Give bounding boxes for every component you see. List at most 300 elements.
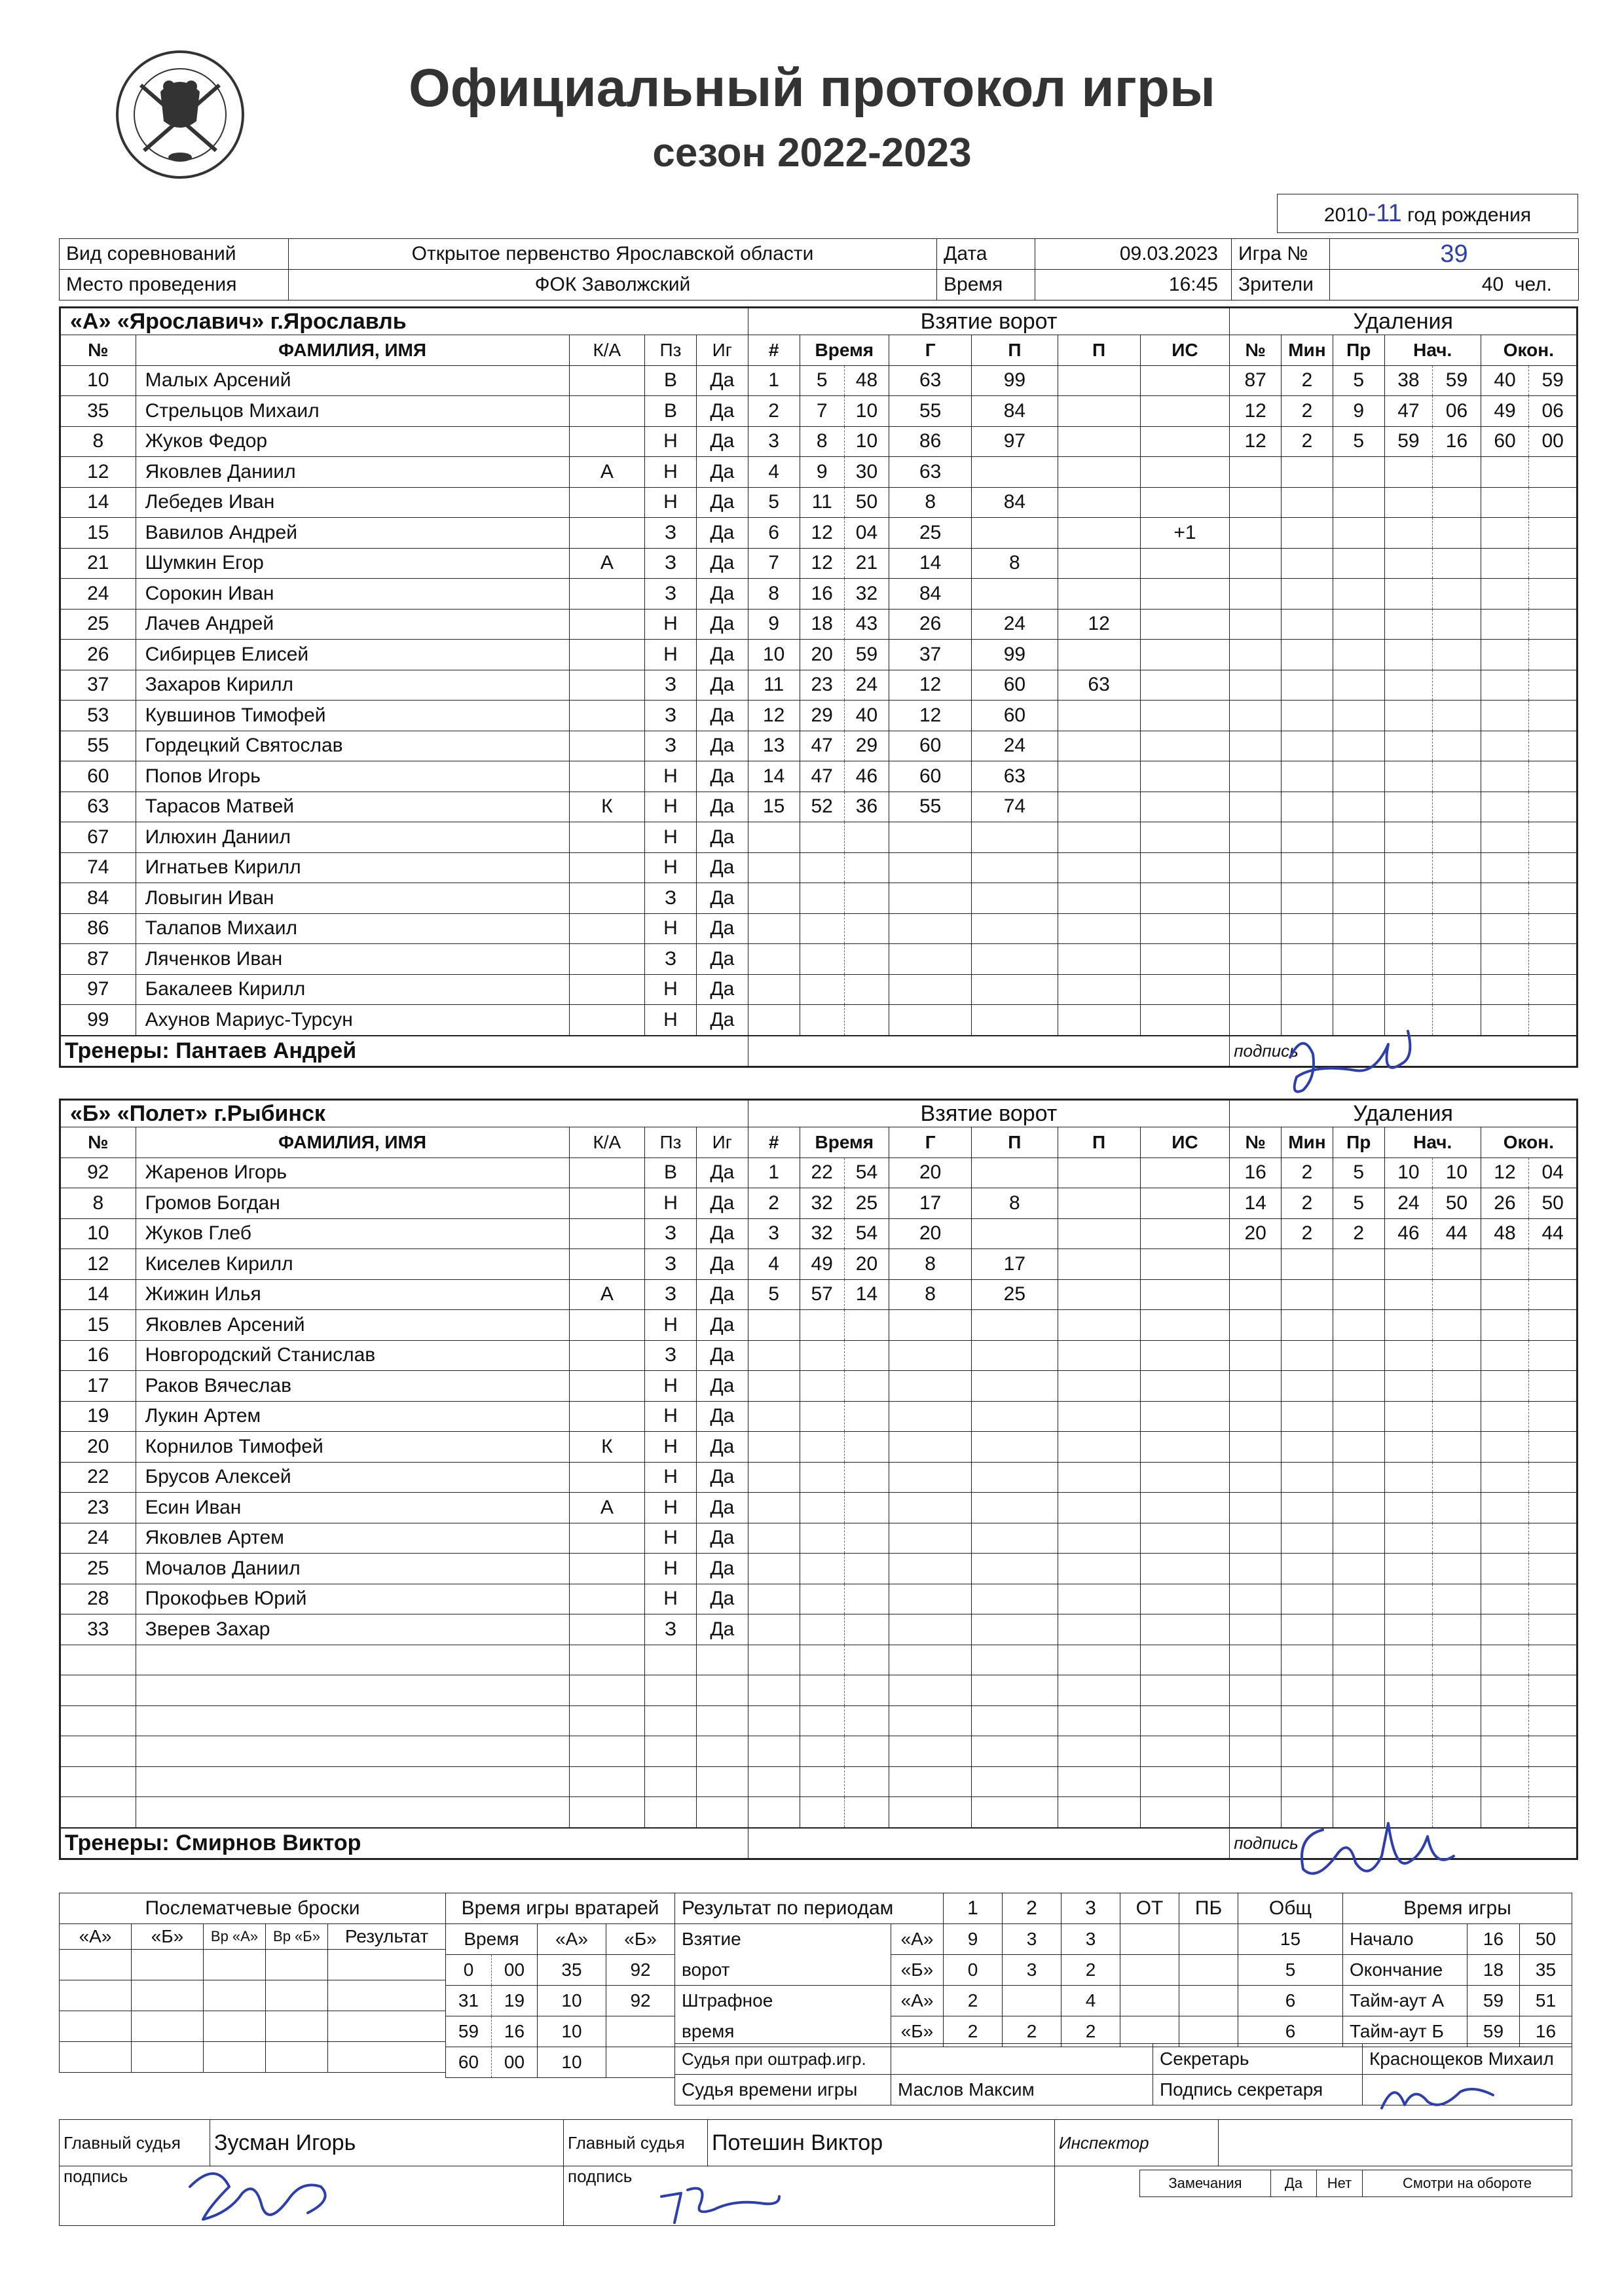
goal-minute: 32 bbox=[800, 1188, 844, 1219]
player-played bbox=[696, 1675, 748, 1706]
shootout-col-a: «А» bbox=[60, 1924, 132, 1950]
table-row bbox=[60, 913, 1578, 944]
penalty-end-minute bbox=[1481, 913, 1529, 944]
remarks-yes: Да bbox=[1271, 2170, 1317, 2197]
player-played: Да bbox=[696, 731, 748, 761]
player-position: Н bbox=[645, 913, 697, 944]
penalty-end-second bbox=[1529, 1493, 1578, 1523]
penalty-player bbox=[1230, 1005, 1282, 1036]
penalty-minutes bbox=[1282, 1645, 1333, 1675]
penalty-minutes bbox=[1282, 852, 1333, 883]
player-name: Жаренов Игорь bbox=[136, 1157, 569, 1188]
goals-a-team: «А» bbox=[891, 1924, 944, 1955]
player-name: Вавилов Андрей bbox=[136, 518, 569, 549]
col-pen-start: Нач. bbox=[1384, 335, 1481, 366]
player-role bbox=[569, 883, 645, 914]
player-name: Прокофьев Юрий bbox=[136, 1584, 569, 1614]
goals-title-b: Взятие ворот bbox=[748, 1100, 1230, 1127]
penalty-minutes bbox=[1282, 1279, 1333, 1310]
player-name: Есин Иван bbox=[136, 1493, 569, 1523]
goal-minute: 12 bbox=[800, 518, 844, 549]
player-name: Ляченков Иван bbox=[136, 944, 569, 975]
period-3-header: 3 bbox=[1061, 1893, 1120, 1924]
penalty-reason bbox=[1333, 640, 1384, 670]
goalie-change-second: 19 bbox=[492, 1986, 538, 2016]
player-role bbox=[569, 1401, 645, 1432]
team-a-label: «А» «Ярославич» г.Ярославль bbox=[60, 308, 748, 335]
goal-index bbox=[748, 944, 800, 975]
penalty-reason bbox=[1333, 1736, 1384, 1767]
penalty-reason bbox=[1333, 487, 1384, 518]
penalty-end-second bbox=[1529, 457, 1578, 488]
player-role bbox=[569, 518, 645, 549]
goal-assist-1 bbox=[972, 852, 1058, 883]
goal-scorer: 84 bbox=[889, 579, 972, 610]
player-position: Н bbox=[645, 1310, 697, 1341]
goal-assist-1 bbox=[972, 1797, 1058, 1828]
penalty-end-second bbox=[1529, 701, 1578, 731]
penalty-player bbox=[1230, 1340, 1282, 1371]
goal-assist-2 bbox=[1058, 731, 1140, 761]
goal-assist-2 bbox=[1058, 457, 1140, 488]
goals-a-p3: 3 bbox=[1061, 1924, 1120, 1955]
player-number: 92 bbox=[60, 1157, 136, 1188]
goal-situation bbox=[1140, 883, 1230, 914]
player-number: 84 bbox=[60, 883, 136, 914]
col-goal-index: # bbox=[748, 1127, 800, 1158]
penalty-end-second: 04 bbox=[1529, 1157, 1578, 1188]
shootout-title: Послематчевые броски bbox=[60, 1893, 446, 1924]
player-name: Малых Арсений bbox=[136, 365, 569, 396]
penalty-start-minute: 59 bbox=[1384, 426, 1433, 457]
goal-minute bbox=[800, 1371, 844, 1402]
pim-a-p3: 4 bbox=[1061, 1986, 1120, 2016]
player-name: Тарасов Матвей bbox=[136, 792, 569, 822]
table-row bbox=[60, 1705, 1578, 1736]
goal-assist-1: 17 bbox=[972, 1249, 1058, 1280]
penalty-player bbox=[1230, 731, 1282, 761]
player-name: Бакалеев Кирилл bbox=[136, 974, 569, 1005]
goal-minute bbox=[800, 822, 844, 853]
goal-assist-2 bbox=[1058, 1432, 1140, 1463]
penalty-end-second bbox=[1529, 548, 1578, 579]
player-role bbox=[569, 974, 645, 1005]
penalty-start-minute bbox=[1384, 670, 1433, 701]
player-name: Ловыгин Иван bbox=[136, 883, 569, 914]
player-role: А bbox=[569, 1279, 645, 1310]
goal-index: 5 bbox=[748, 1279, 800, 1310]
date: 09.03.2023 bbox=[1035, 239, 1232, 270]
goal-minute: 7 bbox=[800, 396, 844, 427]
table-row bbox=[60, 792, 1578, 822]
player-role: А bbox=[569, 1493, 645, 1523]
goal-minute bbox=[800, 1523, 844, 1554]
period-1-header: 1 bbox=[944, 1893, 1003, 1924]
goal-assist-1 bbox=[972, 822, 1058, 853]
player-position: З bbox=[645, 579, 697, 610]
penalty-start-second: 06 bbox=[1433, 396, 1481, 427]
goal-scorer: 55 bbox=[889, 396, 972, 427]
penalty-start-second bbox=[1433, 487, 1481, 518]
penalty-reason: 5 bbox=[1333, 426, 1384, 457]
goal-scorer bbox=[889, 1401, 972, 1432]
goal-assist-2 bbox=[1058, 1401, 1140, 1432]
penalty-start-minute bbox=[1384, 852, 1433, 883]
penalty-start-second bbox=[1433, 1523, 1481, 1554]
penalty-start-minute bbox=[1384, 1523, 1433, 1554]
player-number: 15 bbox=[60, 1310, 136, 1341]
penalty-start-second bbox=[1433, 1554, 1481, 1584]
goal-second bbox=[844, 1310, 889, 1341]
penalty-minutes bbox=[1282, 640, 1333, 670]
player-played: Да bbox=[696, 822, 748, 853]
goal-index: 11 bbox=[748, 670, 800, 701]
goals-a-p1: 9 bbox=[944, 1924, 1003, 1955]
player-name: Захаров Кирилл bbox=[136, 670, 569, 701]
penalties-title-b: Удаления bbox=[1230, 1100, 1578, 1127]
competition-label: Вид соревнований bbox=[60, 239, 289, 270]
table-row bbox=[60, 1218, 1578, 1249]
player-name: Попов Игорь bbox=[136, 761, 569, 792]
penalty-end-second bbox=[1529, 1462, 1578, 1493]
player-role bbox=[569, 1218, 645, 1249]
goal-index bbox=[748, 1401, 800, 1432]
goals-a-pb bbox=[1179, 1924, 1238, 1955]
penalty-minutes bbox=[1282, 913, 1333, 944]
table-row bbox=[60, 518, 1578, 549]
goal-assist-2 bbox=[1058, 1645, 1140, 1675]
penalty-start-minute bbox=[1384, 1584, 1433, 1614]
game-time-row bbox=[1343, 2016, 1572, 2047]
season: сезон 2022-2023 bbox=[652, 130, 972, 175]
goal-situation bbox=[1140, 1523, 1230, 1554]
penalty-end-second bbox=[1529, 883, 1578, 914]
game-time-row bbox=[1343, 1986, 1572, 2016]
col-pen-reason: Пр bbox=[1333, 335, 1384, 366]
player-position: Н bbox=[645, 1584, 697, 1614]
penalty-start-second: 50 bbox=[1433, 1188, 1481, 1219]
player-number: 37 bbox=[60, 670, 136, 701]
player-role bbox=[569, 426, 645, 457]
player-position: В bbox=[645, 365, 697, 396]
player-role bbox=[569, 1371, 645, 1402]
penalty-end-minute bbox=[1481, 609, 1529, 640]
penalty-minutes bbox=[1282, 1432, 1333, 1463]
player-number: 21 bbox=[60, 548, 136, 579]
penalty-reason bbox=[1333, 1462, 1384, 1493]
birth-year: 2010 bbox=[1323, 204, 1368, 226]
goal-minute: 16 bbox=[800, 579, 844, 610]
col-pen-minutes: Мин bbox=[1282, 335, 1333, 366]
goal-scorer: 26 bbox=[889, 609, 972, 640]
penalty-reason bbox=[1333, 792, 1384, 822]
goal-assist-2 bbox=[1058, 426, 1140, 457]
goal-minute bbox=[800, 852, 844, 883]
penalty-reason bbox=[1333, 1584, 1384, 1614]
goalie-change-second: 00 bbox=[492, 2047, 538, 2078]
goal-second bbox=[844, 1005, 889, 1036]
player-role bbox=[569, 1614, 645, 1645]
penalty-end-minute bbox=[1481, 852, 1529, 883]
goals-a-total: 15 bbox=[1238, 1924, 1343, 1955]
goal-assist-1: 74 bbox=[972, 792, 1058, 822]
col-goal: Г bbox=[889, 335, 972, 366]
goal-minute: 18 bbox=[800, 609, 844, 640]
goal-minute bbox=[800, 1401, 844, 1432]
goal-second: 14 bbox=[844, 1279, 889, 1310]
goal-second bbox=[844, 1401, 889, 1432]
player-number: 24 bbox=[60, 579, 136, 610]
player-role: А bbox=[569, 457, 645, 488]
goal-second: 59 bbox=[844, 640, 889, 670]
goal-scorer: 14 bbox=[889, 548, 972, 579]
player-position: З bbox=[645, 1218, 697, 1249]
penalty-start-second bbox=[1433, 883, 1481, 914]
col-played: Иг bbox=[696, 335, 748, 366]
goal-minute bbox=[800, 1675, 844, 1706]
secretary-sign-label: Подпись секретаря bbox=[1153, 2075, 1363, 2105]
player-number: 55 bbox=[60, 731, 136, 761]
penalty-start-second bbox=[1433, 761, 1481, 792]
player-name: Раков Вячеслав bbox=[136, 1371, 569, 1402]
table-row bbox=[60, 761, 1578, 792]
goal-index: 15 bbox=[748, 792, 800, 822]
player-number: 97 bbox=[60, 974, 136, 1005]
table-row bbox=[60, 548, 1578, 579]
player-number bbox=[60, 1675, 136, 1706]
player-position: З bbox=[645, 883, 697, 914]
goal-situation bbox=[1140, 579, 1230, 610]
pim-a-ot bbox=[1120, 1986, 1179, 2016]
penalty-minutes: 2 bbox=[1282, 396, 1333, 427]
goal-scorer bbox=[889, 1523, 972, 1554]
penalty-end-second bbox=[1529, 487, 1578, 518]
col-pen-start: Нач. bbox=[1384, 1127, 1481, 1158]
penalty-start-second bbox=[1433, 1371, 1481, 1402]
document-title: Официальный протокол игры bbox=[408, 58, 1215, 118]
penalty-start-second: 44 bbox=[1433, 1218, 1481, 1249]
goal-scorer: 8 bbox=[889, 487, 972, 518]
goal-assist-1: 24 bbox=[972, 609, 1058, 640]
goal-situation bbox=[1140, 1736, 1230, 1767]
goal-assist-2: 12 bbox=[1058, 609, 1140, 640]
goal-scorer bbox=[889, 883, 972, 914]
penalty-end-minute bbox=[1481, 1005, 1529, 1036]
goal-scorer bbox=[889, 1554, 972, 1584]
player-role bbox=[569, 852, 645, 883]
goal-scorer bbox=[889, 1736, 972, 1767]
table-row bbox=[60, 365, 1578, 396]
penalty-start-minute bbox=[1384, 701, 1433, 731]
penalty-minutes bbox=[1282, 1766, 1333, 1797]
table-row bbox=[60, 457, 1578, 488]
col-goal-index: # bbox=[748, 335, 800, 366]
player-position: З bbox=[645, 518, 697, 549]
goal-assist-1: 63 bbox=[972, 761, 1058, 792]
table-row bbox=[60, 701, 1578, 731]
player-name: Новгородский Станислав bbox=[136, 1340, 569, 1371]
player-position: Н bbox=[645, 1188, 697, 1219]
goal-second: 54 bbox=[844, 1218, 889, 1249]
goals-b-total: 5 bbox=[1238, 1955, 1343, 1986]
penalty-player bbox=[1230, 670, 1282, 701]
penalty-reason bbox=[1333, 1432, 1384, 1463]
penalty-reason bbox=[1333, 701, 1384, 731]
player-position: Н bbox=[645, 1554, 697, 1584]
table-row bbox=[60, 1462, 1578, 1493]
goal-index bbox=[748, 1766, 800, 1797]
goal-minute: 20 bbox=[800, 640, 844, 670]
table-row bbox=[60, 1584, 1578, 1614]
player-position bbox=[645, 1675, 697, 1706]
penalty-player bbox=[1230, 1401, 1282, 1432]
goal-situation bbox=[1140, 974, 1230, 1005]
penalty-end-minute bbox=[1481, 1462, 1529, 1493]
penalty-end-minute bbox=[1481, 1279, 1529, 1310]
team-a-signature-label: подпись bbox=[1230, 1036, 1578, 1067]
player-position: З bbox=[645, 701, 697, 731]
penalty-end-second bbox=[1529, 1005, 1578, 1036]
goal-minute: 47 bbox=[800, 731, 844, 761]
player-name: Зверев Захар bbox=[136, 1614, 569, 1645]
start-time: 16:45 bbox=[1035, 270, 1232, 301]
penalty-end-second bbox=[1529, 731, 1578, 761]
goal-index bbox=[748, 1736, 800, 1767]
pim-b-p2: 2 bbox=[1003, 2016, 1061, 2047]
time-label: Время bbox=[937, 270, 1035, 301]
goal-second bbox=[844, 1584, 889, 1614]
penalty-reason bbox=[1333, 761, 1384, 792]
goal-second: 29 bbox=[844, 731, 889, 761]
penalty-end-minute: 49 bbox=[1481, 396, 1529, 427]
goal-assist-2 bbox=[1058, 1493, 1140, 1523]
goal-minute bbox=[800, 1005, 844, 1036]
goal-assist-1 bbox=[972, 1766, 1058, 1797]
goal-minute bbox=[800, 1614, 844, 1645]
goal-second bbox=[844, 1797, 889, 1828]
player-name: Игнатьев Кирилл bbox=[136, 852, 569, 883]
penalty-reason: 9 bbox=[1333, 396, 1384, 427]
goalie-change-minute: 0 bbox=[446, 1955, 492, 1986]
player-number: 60 bbox=[60, 761, 136, 792]
col-assist-2: П bbox=[1058, 1127, 1140, 1158]
player-role bbox=[569, 731, 645, 761]
goal-scorer bbox=[889, 1675, 972, 1706]
penalty-minutes bbox=[1282, 1462, 1333, 1493]
player-number: 35 bbox=[60, 396, 136, 427]
penalty-reason bbox=[1333, 548, 1384, 579]
player-number: 15 bbox=[60, 518, 136, 549]
table-row bbox=[60, 426, 1578, 457]
penalty-player bbox=[1230, 640, 1282, 670]
penalty-player bbox=[1230, 1554, 1282, 1584]
col-assist-1: П bbox=[972, 1127, 1058, 1158]
game-time-row bbox=[1343, 1924, 1572, 1955]
player-position: Н bbox=[645, 609, 697, 640]
player-position: Н bbox=[645, 1005, 697, 1036]
goal-assist-2 bbox=[1058, 1554, 1140, 1584]
penalty-minutes bbox=[1282, 1340, 1333, 1371]
pim-b-team: «Б» bbox=[891, 2016, 944, 2047]
player-position: Н bbox=[645, 426, 697, 457]
goal-scorer bbox=[889, 1005, 972, 1036]
goal-assist-1 bbox=[972, 1523, 1058, 1554]
goal-index: 9 bbox=[748, 609, 800, 640]
penalty-player: 14 bbox=[1230, 1188, 1282, 1219]
pim-a-p1: 2 bbox=[944, 1986, 1003, 2016]
col-pen-reason: Пр bbox=[1333, 1127, 1384, 1158]
player-role bbox=[569, 761, 645, 792]
table-row bbox=[60, 974, 1578, 1005]
goal-scorer bbox=[889, 1493, 972, 1523]
player-played: Да bbox=[696, 457, 748, 488]
player-number: 16 bbox=[60, 1340, 136, 1371]
goal-index bbox=[748, 913, 800, 944]
player-number bbox=[60, 1766, 136, 1797]
penalty-player bbox=[1230, 609, 1282, 640]
penalty-start-second bbox=[1433, 1005, 1481, 1036]
time-judge-label: Судья времени игры bbox=[675, 2075, 891, 2105]
penalty-end-minute: 60 bbox=[1481, 426, 1529, 457]
penalty-end-second bbox=[1529, 1705, 1578, 1736]
penalty-start-minute bbox=[1384, 913, 1433, 944]
table-row bbox=[60, 1371, 1578, 1402]
goal-assist-1 bbox=[972, 1157, 1058, 1188]
player-name: Лукин Артем bbox=[136, 1401, 569, 1432]
penalty-end-minute bbox=[1481, 701, 1529, 731]
goal-index bbox=[748, 1554, 800, 1584]
table-row bbox=[60, 1645, 1578, 1675]
goal-assist-1 bbox=[972, 1432, 1058, 1463]
penalty-end-second: 44 bbox=[1529, 1218, 1578, 1249]
goal-situation bbox=[1140, 944, 1230, 975]
team-a-coach: Тренеры: Пантаев Андрей bbox=[60, 1036, 748, 1067]
goal-second: 04 bbox=[844, 518, 889, 549]
penalty-reason: 2 bbox=[1333, 1218, 1384, 1249]
goal-minute bbox=[800, 1645, 844, 1675]
place: ФОК Заволжский bbox=[289, 270, 937, 301]
goal-assist-1 bbox=[972, 457, 1058, 488]
penalty-end-second bbox=[1529, 852, 1578, 883]
player-role bbox=[569, 944, 645, 975]
player-position: Н bbox=[645, 1432, 697, 1463]
player-position: Н bbox=[645, 852, 697, 883]
player-position: Н bbox=[645, 487, 697, 518]
penalty-start-minute bbox=[1384, 1279, 1433, 1310]
penalty-player bbox=[1230, 944, 1282, 975]
penalty-reason: 5 bbox=[1333, 1188, 1384, 1219]
penalty-reason: 5 bbox=[1333, 365, 1384, 396]
goal-assist-1 bbox=[972, 1736, 1058, 1767]
player-name: Ахунов Мариус-Турсун bbox=[136, 1005, 569, 1036]
penalty-reason bbox=[1333, 609, 1384, 640]
goal-situation bbox=[1140, 701, 1230, 731]
penalty-start-minute bbox=[1384, 761, 1433, 792]
goal-index bbox=[748, 974, 800, 1005]
penalty-end-minute bbox=[1481, 1645, 1529, 1675]
player-name: Жижин Илья bbox=[136, 1279, 569, 1310]
penalty-end-second bbox=[1529, 1279, 1578, 1310]
referee-2-signature bbox=[648, 2170, 792, 2229]
table-row bbox=[60, 822, 1578, 853]
penalty-player bbox=[1230, 1736, 1282, 1767]
goal-assist-1 bbox=[972, 883, 1058, 914]
goal-situation bbox=[1140, 640, 1230, 670]
penalty-end-minute bbox=[1481, 792, 1529, 822]
goal-assist-2 bbox=[1058, 548, 1140, 579]
goal-assist-2 bbox=[1058, 1249, 1140, 1280]
goal-index: 8 bbox=[748, 579, 800, 610]
